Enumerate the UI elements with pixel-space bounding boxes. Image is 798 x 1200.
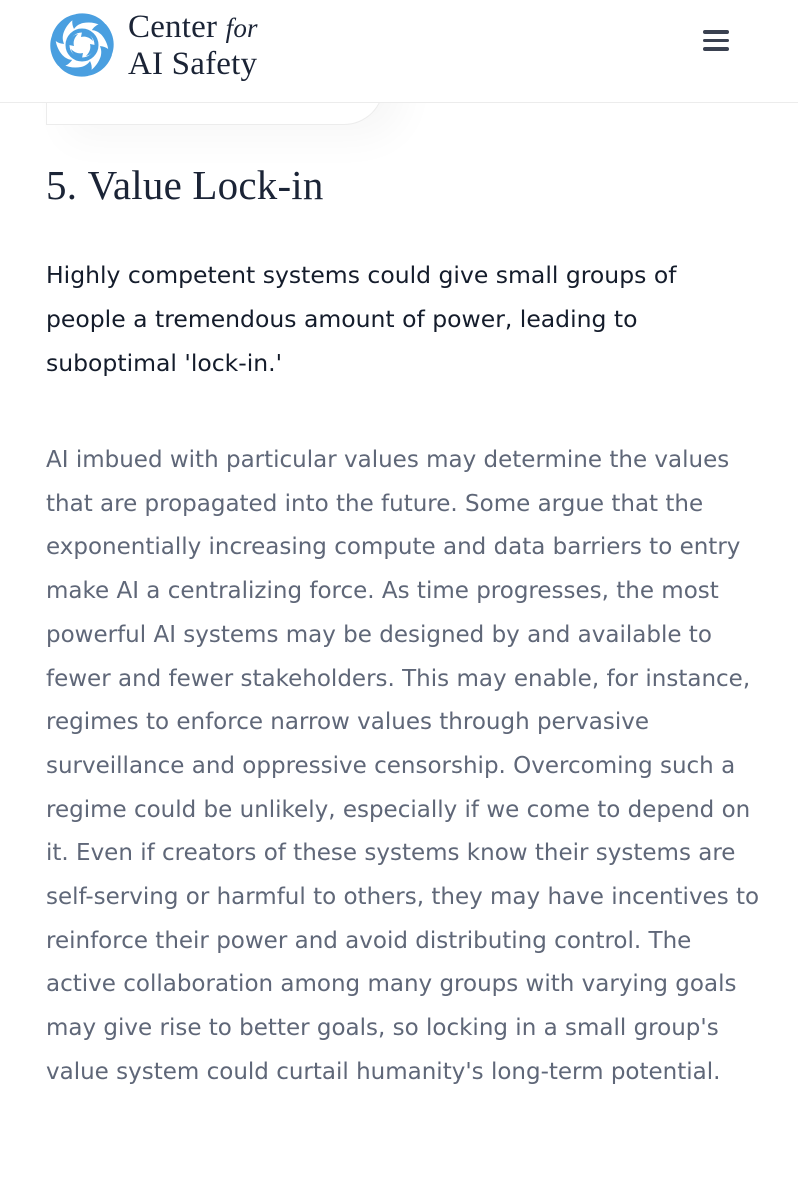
logo-wordmark <box>128 8 258 81</box>
logo-for-text: for <box>225 13 258 43</box>
section-lead: Highly competent systems could give small groups of people a tremendous amount of power, leading to suboptimal 'lock-in.' <box>46 261 677 377</box>
cais-swirl-logo-icon <box>46 9 118 81</box>
section-title <box>46 161 324 209</box>
section-body: AI imbued with particular values may determine the values that are propagated into the future. Some argue that the exponentially increasing compute and data barriers to entry make AI a centralizing force. As time progresses, the most powerful AI systems may be designed by and available to fewer and fewer stakeholders. This may enable, for instance, regimes to enforce narrow values through pervasive surveillance and oppressive censorship. Overcoming such a regime could be unlikely, especially if we come to depend on it. Even if creators of these systems know their systems are self-serving or harmful to others, they may have incentives to reinforce their power and avoid distributing control. The active collaboration among many groups with varying goals may give rise to better goals, so locking in a small group's value system could curtail humanity's long-term potential. <box>46 447 760 1085</box>
menu-bar-top <box>703 30 729 34</box>
menu-bar-middle <box>703 39 729 43</box>
site-header <box>0 0 798 103</box>
logo-center-text: Center <box>128 9 218 45</box>
logo-link[interactable] <box>46 8 258 81</box>
section-title-text: Value Lock-in <box>87 162 324 208</box>
logo-line-2: AI Safety <box>128 46 258 82</box>
menu-bar-bottom <box>703 47 729 51</box>
hamburger-menu-icon[interactable] <box>700 28 732 58</box>
section-number: 5. <box>46 162 78 208</box>
logo-line-1 <box>128 11 258 44</box>
